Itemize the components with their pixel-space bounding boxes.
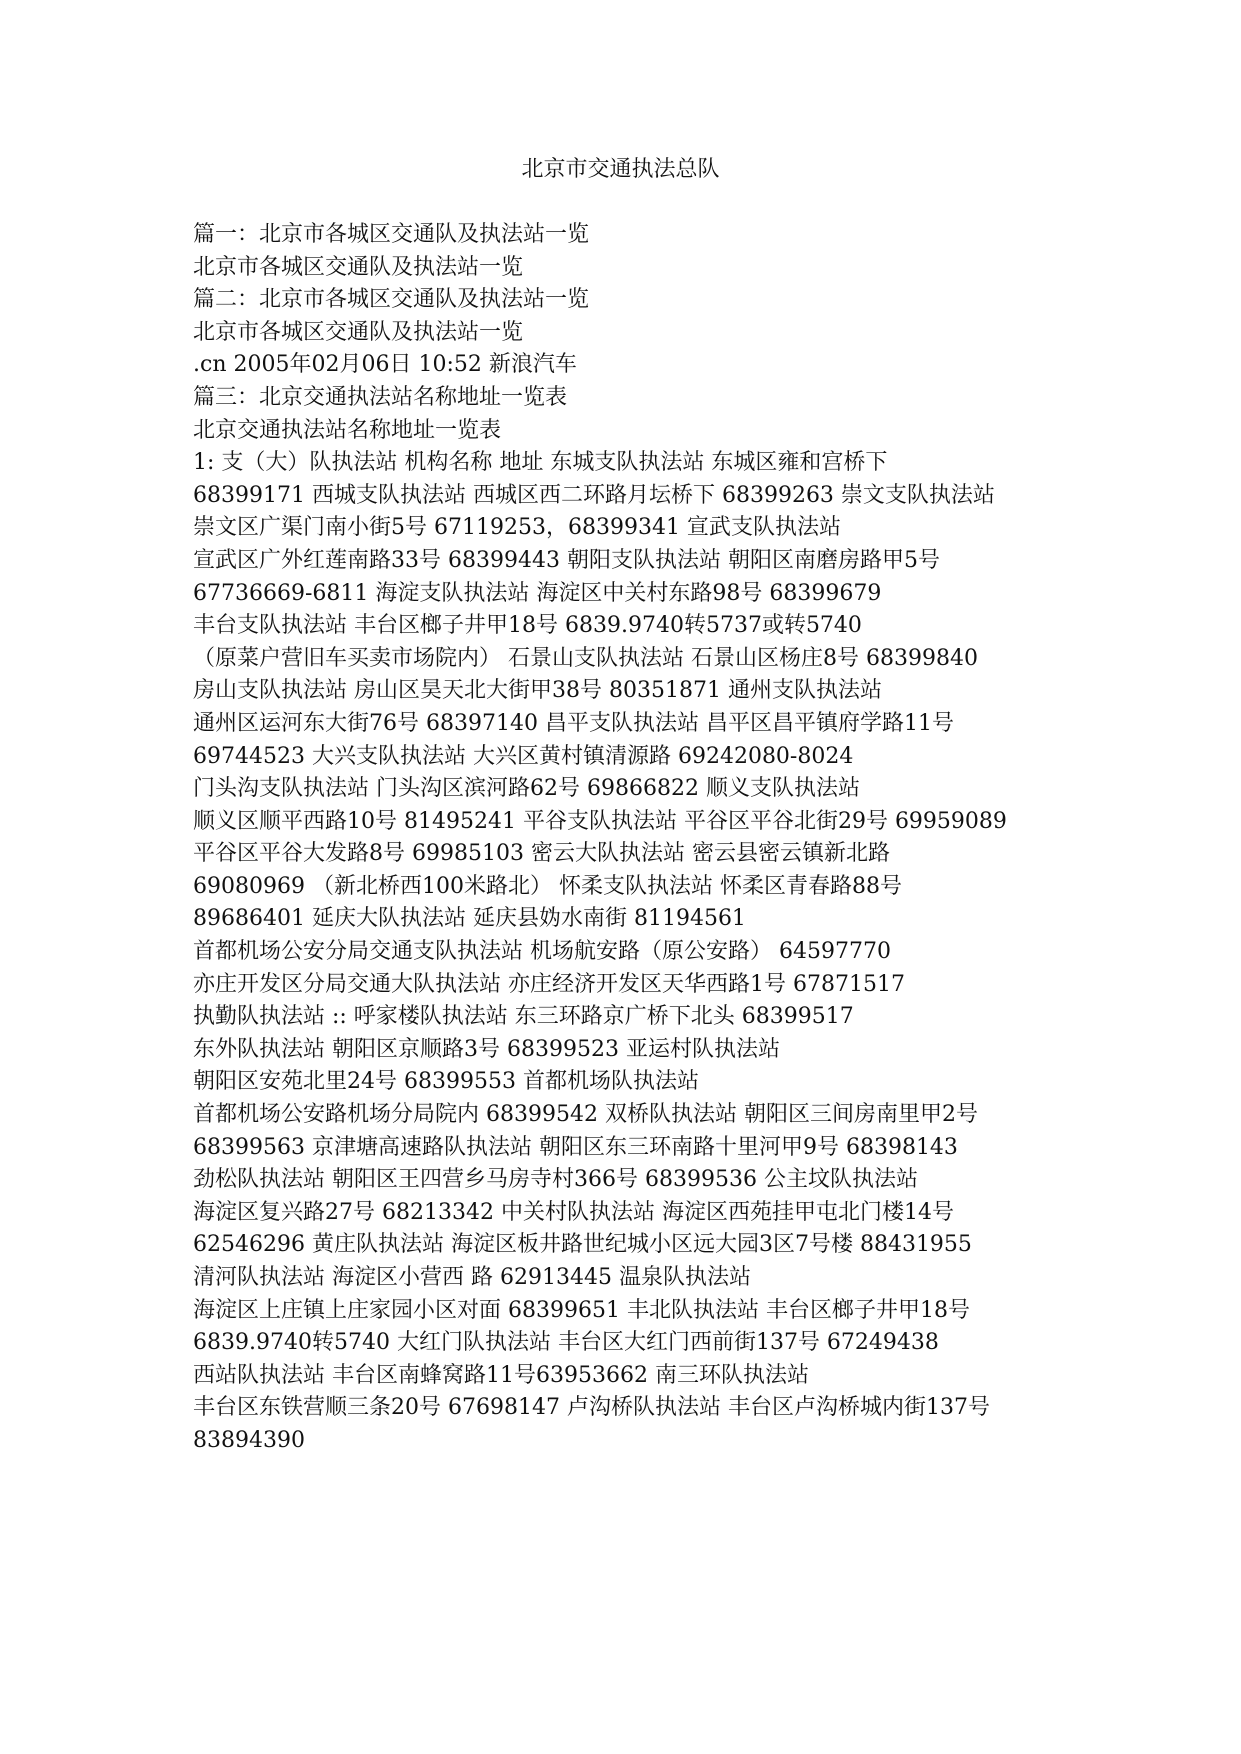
text-line: 首都机场公安路机场分局院内 68399542 双桥队执法站 朝阳区三间房南里甲2号 (193, 1102, 978, 1128)
text-line: 亦庄开发区分局交通大队执法站 亦庄经济开发区天华西路1号 67871517 (193, 971, 905, 997)
text-line: 69744523 大兴支队执法站 大兴区黄村镇清源路 69242080-8024 (193, 743, 854, 769)
text-line: 89686401 延庆大队执法站 延庆县妫水南街 81194561 (193, 906, 746, 932)
text-line: 1: 支（大）队执法站 机构名称 地址 东城支队执法站 东城区雍和宫桥下 (193, 450, 888, 476)
text-line: 宣武区广外红莲南路33号 68399443 朝阳支队执法站 朝阳区南磨房路甲5号 (193, 547, 940, 573)
text-line: 海淀区上庄镇上庄家园小区对面 68399651 丰北队执法站 丰台区榔子井甲18号 (193, 1297, 970, 1323)
text-line: 首都机场公安分局交通支队执法站 机场航安路（原公安路） 64597770 (193, 939, 891, 965)
text-line: 68399563 京津塘高速路队执法站 朝阳区东三环南路十里河甲9号 68398143 (193, 1134, 958, 1160)
text-line: 崇文区广渠门南小街5号 67119253，68399341 宣武支队执法站 (193, 515, 841, 541)
text-line: 海淀区复兴路27号 68213342 中关村队执法站 海淀区西苑挂甲屯北门楼14号 (193, 1199, 954, 1225)
text-line: 丰台区东铁营顺三条20号 67698147 卢沟桥队执法站 丰台区卢沟桥城内街137号 (193, 1395, 990, 1421)
text-line: 62546296 黄庄队执法站 海淀区板井路世纪城小区远大园3区7号楼 88431955 (193, 1232, 972, 1258)
text-line: 顺义区顺平西路10号 81495241 平谷支队执法站 平谷区平谷北街29号 69959089 (193, 808, 1007, 834)
text-line: 篇一：北京市各城区交通队及执法站一览 (193, 222, 590, 247)
text-line: 门头沟支队执法站 门头沟区滨河路62号 69866822 顺义支队执法站 (193, 776, 860, 802)
text-line: 西站队执法站 丰台区南蜂窝路11号63953662 南三环队执法站 (193, 1362, 809, 1388)
document-body (193, 219, 1073, 1458)
text-line: 篇二：北京市各城区交通队及执法站一览 (193, 287, 590, 313)
text-line: 朝阳区安苑北里24号 68399553 首都机场队执法站 (193, 1069, 699, 1095)
text-line: 通州区运河东大街76号 68397140 昌平支队执法站 昌平区昌平镇府学路11号 (193, 710, 954, 736)
text-line: 67736669-6811 海淀支队执法站 海淀区中关村东路98号 68399679 (193, 580, 882, 606)
text-line: 北京市各城区交通队及执法站一览 (193, 319, 524, 345)
text-line: 东外队执法站 朝阳区京顺路3号 68399523 亚运村队执法站 (193, 1036, 780, 1062)
text-line: 69080969 （新北桥西100米路北） 怀柔支队执法站 怀柔区青春路88号 (193, 873, 902, 899)
text-line: 平谷区平谷大发路8号 69985103 密云大队执法站 密云县密云镇新北路 (193, 841, 890, 867)
text-line: 清河队执法站 海淀区小营西 路 62913445 温泉队执法站 (193, 1265, 751, 1290)
text-line: 劲松队执法站 朝阳区王四营乡马房寺村366号 68399536 公主坟队执法站 (193, 1167, 918, 1193)
text-line: 68399171 西城支队执法站 西城区西二环路月坛桥下 68399263 崇文支队执法站 (193, 482, 995, 508)
text-line: 房山支队执法站 房山区昊天北大街甲38号 80351871 通州支队执法站 (193, 678, 882, 704)
text-line: .cn 2005年02月06日 10:52 新浪汽车 (193, 352, 577, 378)
text-line: 丰台支队执法站 丰台区榔子井甲18号 6839.9740转5737或转5740 (193, 613, 862, 639)
text-line: 篇三：北京交通执法站名称地址一览表 (193, 384, 568, 410)
text-line: 执勤队执法站 :: 呼家楼队执法站 东三环路京广桥下北头 68399517 (193, 1004, 854, 1030)
text-line: 83894390 (193, 1427, 305, 1453)
text-line: （原菜户营旧车买卖市场院内） 石景山支队执法站 石景山区杨庄8号 68399840 (193, 645, 978, 671)
text-line: 北京交通执法站名称地址一览表 (193, 417, 502, 443)
document-title: 北京市交通执法总队 (521, 157, 720, 182)
text-line: 北京市各城区交通队及执法站一览 (193, 254, 524, 280)
text-line: 6839.9740转5740 大红门队执法站 丰台区大红门西前街137号 67249438 (193, 1330, 939, 1356)
